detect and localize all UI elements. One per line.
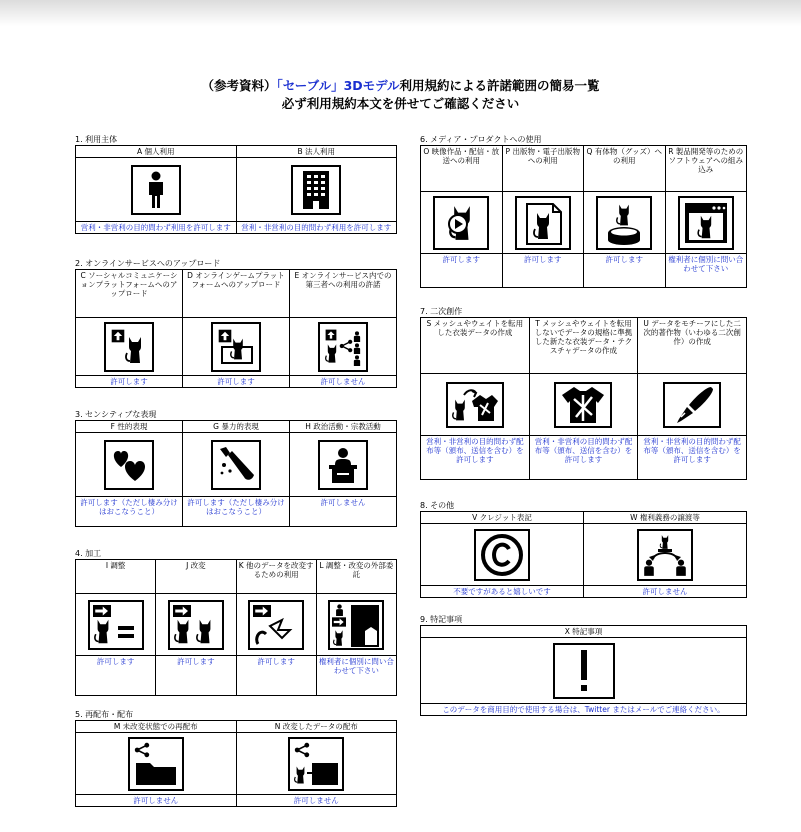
section-title: 7. 二次創作 [420, 307, 463, 316]
section-table [420, 511, 747, 598]
icon-cell [584, 524, 747, 586]
icon-cell [421, 374, 530, 436]
cat-tshirt-icon [446, 382, 504, 428]
section-title: 3. センシティブな表現 [75, 410, 157, 419]
icon-cell [236, 158, 397, 222]
cat-play-icon [433, 196, 489, 250]
section-title: 2. オンラインサービスへのアップロード [75, 259, 221, 268]
icon-cell [665, 192, 747, 254]
icon-cell [290, 433, 397, 497]
section-redistribution [75, 709, 397, 807]
cat-software-icon [678, 196, 734, 250]
icon-cell [156, 594, 236, 656]
result-text: 許可します [183, 376, 290, 388]
icon-cell [584, 192, 666, 254]
cat-document-icon [515, 196, 571, 250]
section-table [75, 420, 397, 527]
col-header-k: K 他のデータを改変するための利用 [236, 560, 316, 594]
title-model-name: 「セーブル」3Dモデル [276, 78, 400, 93]
section-title: 1. 利用主体 [75, 135, 118, 144]
icon-cell [76, 594, 156, 656]
section-table [420, 145, 747, 288]
podium-icon [318, 440, 368, 490]
result-text: 許可しません [290, 497, 397, 527]
col-header-d: D オンラインゲームプラットフォームへのアップロード [183, 270, 290, 318]
section-special-notes [420, 614, 747, 716]
icon-cell [183, 318, 290, 376]
share-cats-icon [288, 737, 344, 791]
title-suffix: 利用規約による許諾範囲の簡易一覧 [399, 78, 600, 93]
result-text: 許可します [76, 656, 156, 696]
result-text: 許可しません [290, 376, 397, 388]
col-header-m: M 未改変状態での再配布 [76, 721, 237, 733]
result-text: 許可しません [584, 586, 747, 598]
result-text: 許可します [236, 656, 316, 696]
result-text: 営利・非営利の目的問わず配布等（頒布、送信を含む）を許可します [638, 436, 747, 480]
col-header-h: H 政治活動・宗教活動 [290, 421, 397, 433]
section-title: 4. 加工 [75, 549, 102, 558]
result-text: 許可します（ただし棲み分けはおこなうこと） [183, 497, 290, 527]
section-title: 5. 再配布・配布 [75, 710, 134, 719]
icon-cell [76, 318, 183, 376]
result-text: 営利・非営利の目的問わず利用を許可します [76, 222, 237, 234]
col-header-w: W 権利義務の譲渡等 [584, 512, 747, 524]
col-header-e: E オンラインサービス内での第三者への利用の許諾 [290, 270, 397, 318]
section-table [75, 145, 397, 234]
col-header-r: R 製品開発等のためのソフトウェアへの組み込み [665, 146, 747, 192]
col-header-o: O 映像作品・配信・放送への利用 [421, 146, 503, 192]
icon-cell [76, 158, 237, 222]
upload-cat-monitor-icon [211, 322, 261, 372]
person-icon [131, 165, 181, 215]
pen-icon [663, 382, 721, 428]
tshirt-icon [554, 382, 612, 428]
upload-cat-icon [104, 322, 154, 372]
result-text: 許可します [156, 656, 236, 696]
result-text: 不要ですがあると嬉しいです [421, 586, 584, 598]
result-text: 許可します [76, 376, 183, 388]
icon-cell [421, 192, 503, 254]
result-text: 権利者に個別に問い合わせて下さい [316, 656, 396, 696]
icon-cell [76, 733, 237, 795]
section-title: 6. メディア・プロダクトへの使用 [420, 135, 542, 144]
col-header-c: C ソーシャルコミュニケーションプラットフォームへのアップロード [76, 270, 183, 318]
col-header-s: S メッシュやウェイトを転用した衣装データの作成 [421, 318, 530, 374]
icon-cell [183, 433, 290, 497]
result-text: このデータを商用目的で使用する場合は、Twitter またはメールでご連絡ください。 [421, 704, 747, 716]
section-table [75, 559, 397, 696]
section-media-products [420, 134, 747, 288]
section-table [420, 625, 747, 716]
icon-cell [421, 638, 747, 704]
share-folder-cat-icon [128, 737, 184, 791]
icon-cell [236, 733, 397, 795]
col-header-i: I 調整 [76, 560, 156, 594]
icon-cell [502, 192, 584, 254]
col-header-a: A 個人利用 [76, 146, 237, 158]
col-header-x: X 特記事項 [421, 626, 747, 638]
section-table [75, 269, 397, 388]
page-title [0, 76, 801, 94]
icon-cell [529, 374, 638, 436]
col-header-g: G 暴力的表現 [183, 421, 290, 433]
transfer-users-icon [637, 529, 693, 581]
arrow-cat-equal-icon [88, 600, 144, 650]
col-header-l: L 調整・改変の外部委託 [316, 560, 396, 594]
result-text: 営利・非営利の目的問わず配布等（頒布、送信を含む）を許可します [421, 436, 530, 480]
arrow-cat-bow-icon [248, 600, 304, 650]
icon-cell [316, 594, 396, 656]
section-title: 9. 特記事項 [420, 615, 463, 624]
section-online-upload [75, 258, 397, 388]
col-header-t: T メッシュやウェイトを転用しないでデータの規格に準拠した新たな衣装データ・テクスチャデータの作成 [529, 318, 638, 374]
section-processing [75, 548, 397, 696]
col-header-b: B 法人利用 [236, 146, 397, 158]
section-table [420, 317, 747, 480]
icon-cell [236, 594, 316, 656]
section-usage-subject [75, 134, 397, 234]
col-header-u: U データをモチーフにした二次的著作物（いわゆる二次創作）の作成 [638, 318, 747, 374]
copyright-icon [474, 529, 530, 581]
section-others [420, 500, 747, 598]
result-text: 営利・非営利の目的問わず利用を許可します [236, 222, 397, 234]
col-header-n: N 改変したデータの配布 [236, 721, 397, 733]
building-icon [291, 165, 341, 215]
arrow-cats-icon [168, 600, 224, 650]
hearts-icon [104, 440, 154, 490]
col-header-v: V クレジット表記 [421, 512, 584, 524]
section-sensitive-expression [75, 409, 397, 527]
col-header-q: Q 有体物（グッズ）への利用 [584, 146, 666, 192]
section-title: 8. その他 [420, 501, 455, 510]
icon-cell [290, 318, 397, 376]
result-text: 営利・非営利の目的問わず配布等（頒布、送信を含む）を許可します [529, 436, 638, 480]
icon-cell [76, 433, 183, 497]
knife-icon [211, 440, 261, 490]
section-derivative-works [420, 306, 747, 480]
icon-cell [638, 374, 747, 436]
result-text: 許可します [421, 254, 503, 288]
cat-figure-icon [596, 196, 652, 250]
result-text: 許可します（ただし棲み分けはおこなうこと） [76, 497, 183, 527]
result-text: 許可します [502, 254, 584, 288]
result-text: 許可しません [236, 795, 397, 807]
result-text: 権利者に個別に問い合わせて下さい [665, 254, 747, 288]
exclamation-icon [553, 643, 615, 699]
page-subtitle: 必ず利用規約本文を併せてご確認ください [281, 96, 520, 111]
icon-cell [421, 524, 584, 586]
outsource-icon [328, 600, 384, 650]
result-text: 許可しません [76, 795, 237, 807]
col-header-f: F 性的表現 [76, 421, 183, 433]
title-prefix: （参考資料） [201, 78, 277, 93]
share-users-icon [318, 322, 368, 372]
viewer-top-shade [0, 0, 801, 26]
section-table [75, 720, 397, 807]
result-text: 許可します [584, 254, 666, 288]
col-header-p: P 出版物・電子出版物への利用 [502, 146, 584, 192]
col-header-j: J 改変 [156, 560, 236, 594]
